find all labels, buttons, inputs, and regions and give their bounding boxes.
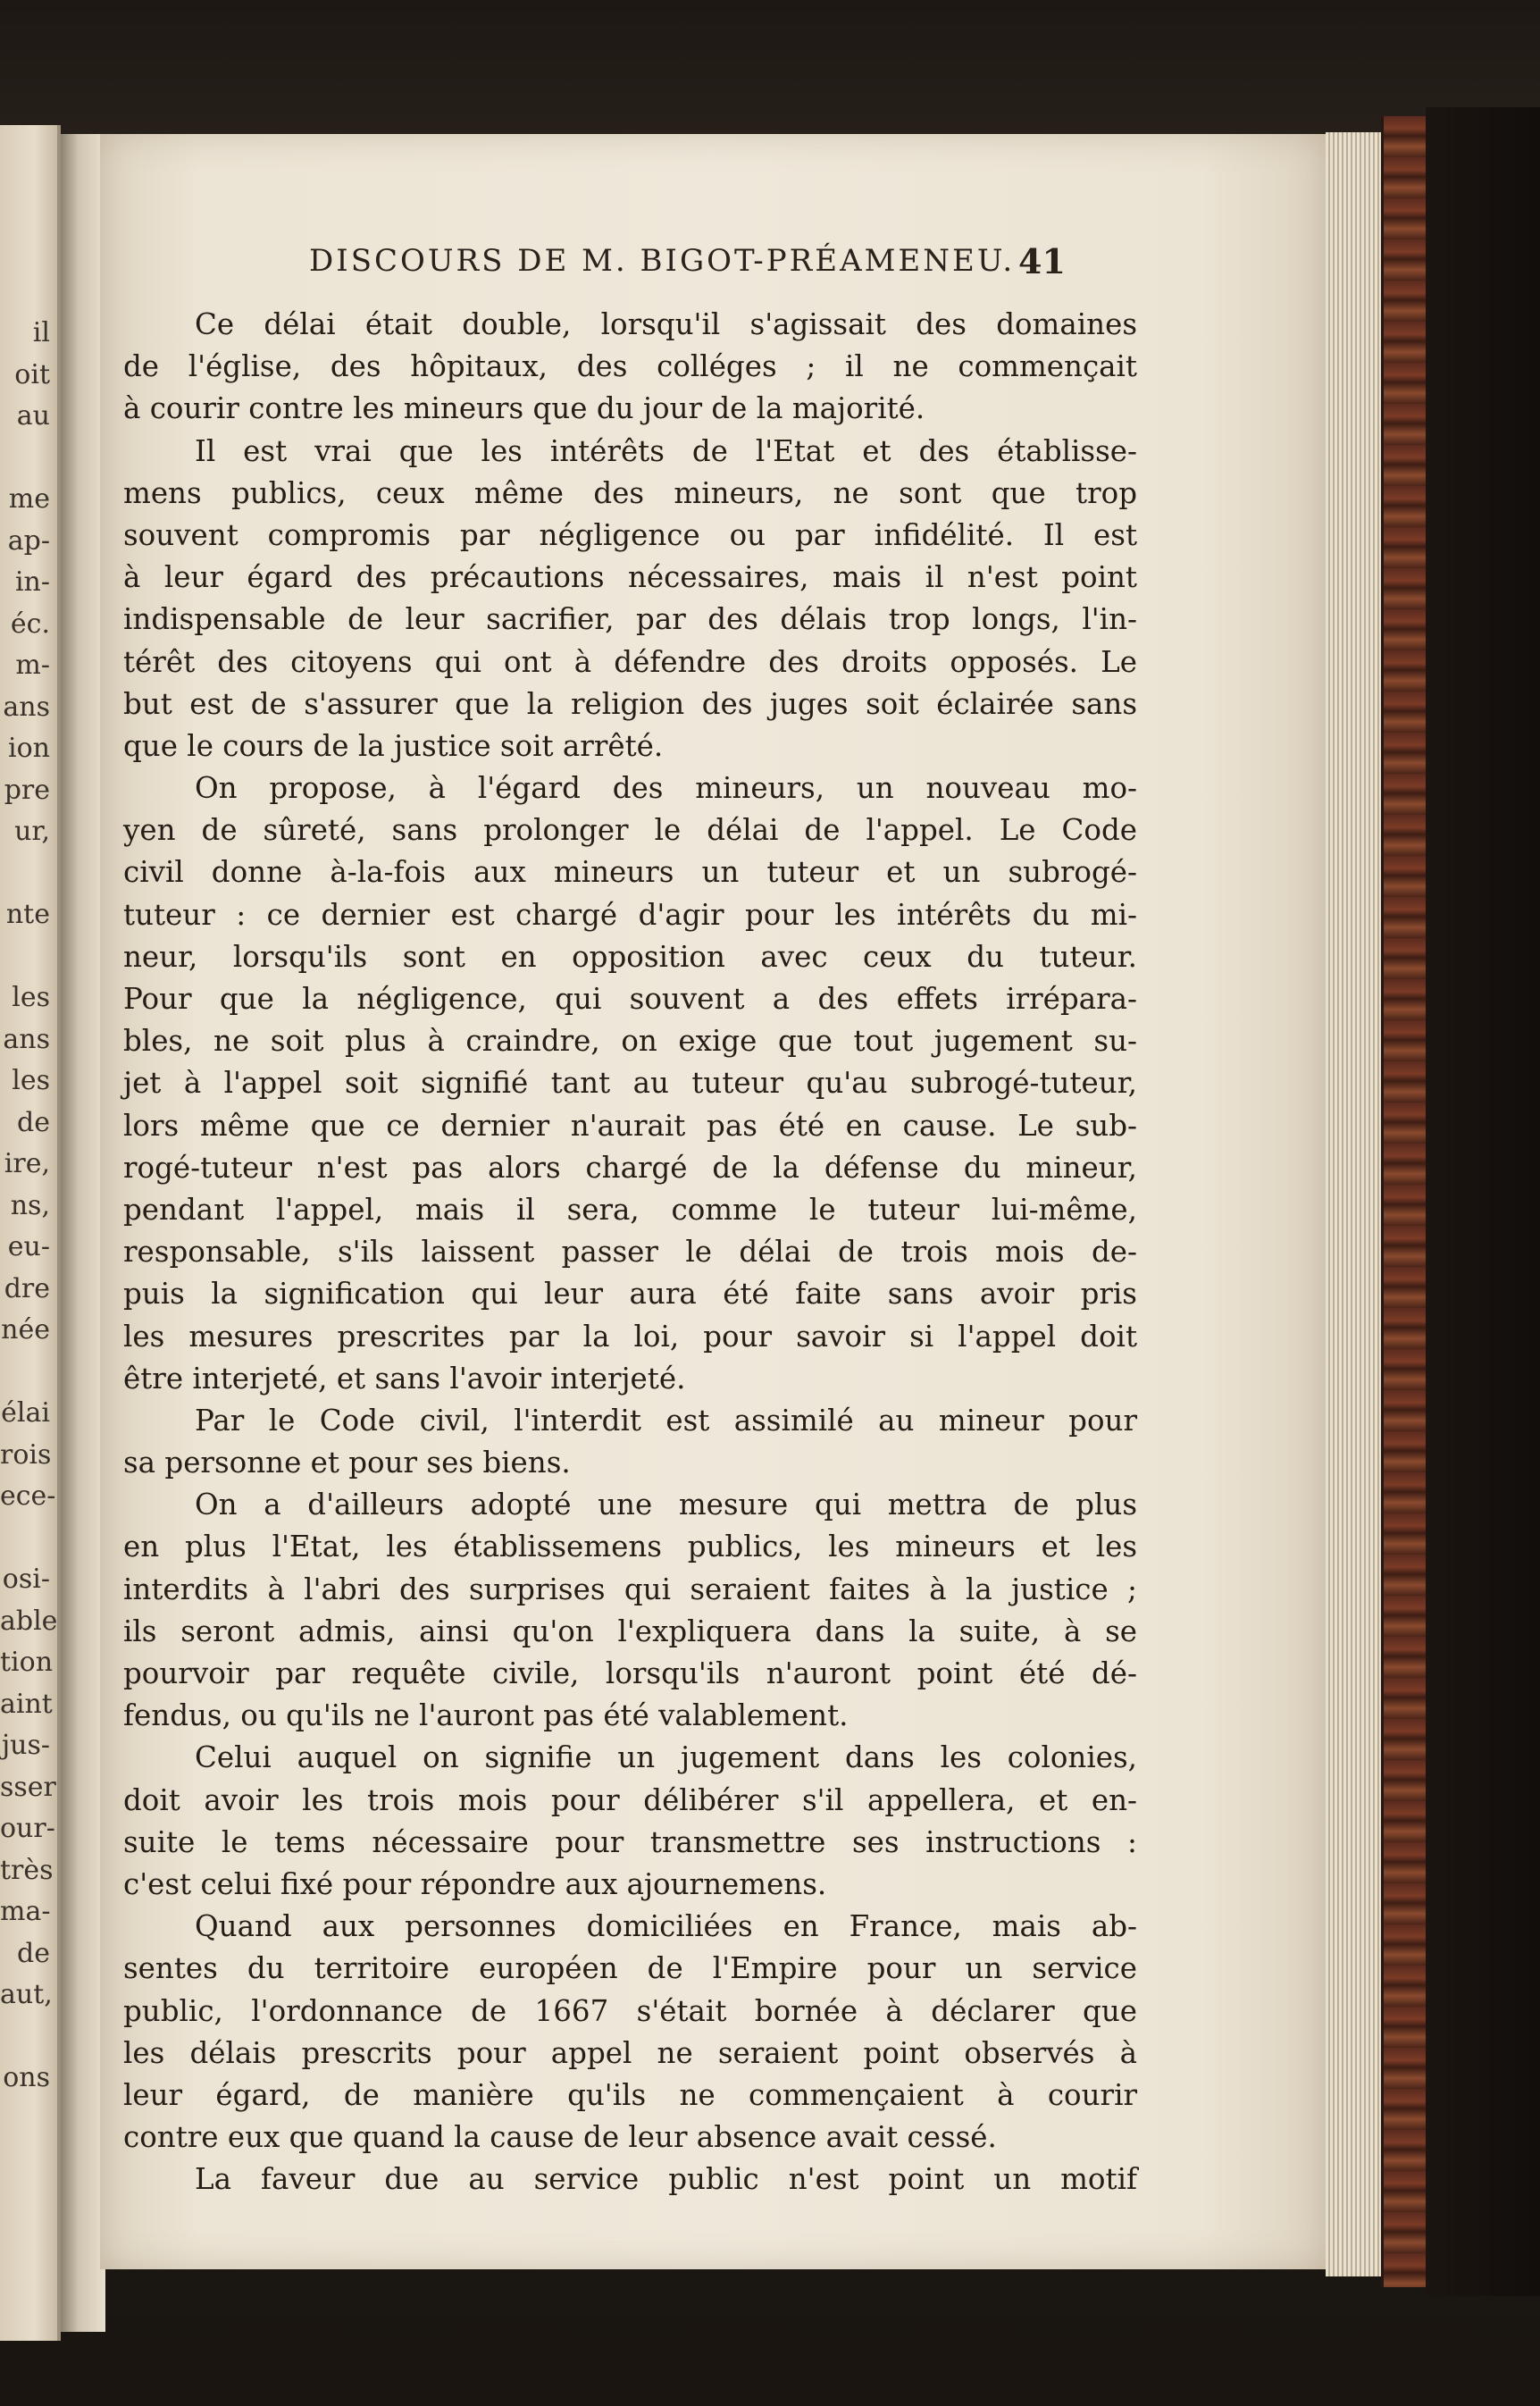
text-line: but est de s'assurer que la religion des juges soit éclairée sans xyxy=(123,686,1137,721)
text-line: sentes du territoire européen de l'Empire pour un service xyxy=(123,1951,1137,1986)
text-line: Quand aux personnes domiciliées en France, mais ab- xyxy=(195,1909,1137,1944)
text-line: ils seront admis, ainsi qu'on l'expliquera dans la suite, à se xyxy=(123,1614,1137,1648)
text-line: puis la signification qui leur aura été faite sans avoir pris xyxy=(123,1277,1137,1312)
facing-page-fragment: ans xyxy=(3,691,50,723)
text-line: Ce délai était double, lorsqu'il s'agissait des domaines xyxy=(195,307,1137,341)
page-gutter xyxy=(61,134,105,2332)
text-line: La faveur due au service public n'est point un motif xyxy=(195,2162,1137,2197)
text-line: que le cours de la justice soit arrêté. xyxy=(123,728,664,763)
facing-page-fragment: me xyxy=(8,483,50,515)
text-line: suite le tems nécessaire pour transmettre ses instructions : xyxy=(123,1824,1137,1859)
facing-page-fragment: m- xyxy=(15,650,50,681)
facing-page-fragment: née xyxy=(1,1314,50,1346)
text-line: souvent compromis par négligence ou par infidélité. Il est xyxy=(123,517,1137,552)
text-line: les mesures prescrites par la loi, pour savoir si l'appel doit xyxy=(123,1319,1137,1354)
text-line: Il est vrai que les intérêts de l'Etat et des établisse- xyxy=(195,433,1137,468)
page-number: 41 xyxy=(1018,241,1066,281)
text-line: térêt des citoyens qui ont à défendre des droits opposés. Le xyxy=(123,644,1137,679)
facing-page-fragment: pre xyxy=(4,774,50,806)
text-line: contre eux que quand la cause de leur absence avait cessé. xyxy=(123,2120,997,2155)
running-header-title: DISCOURS DE M. BIGOT-PRÉAMENEU. xyxy=(309,243,1016,279)
facing-page-fragment: tion xyxy=(0,1647,54,1678)
facing-page-fragment: ans xyxy=(3,1023,50,1055)
text-line: On a d'ailleurs adopté une mesure qui mettra de plus xyxy=(195,1488,1137,1522)
text-line: les délais prescrits pour appel ne seraient point observés à xyxy=(123,2035,1137,2070)
facing-page-fragment: nte xyxy=(5,899,50,930)
facing-page-text-fragments xyxy=(0,313,58,2100)
page-edges xyxy=(1326,132,1381,2276)
facing-page-fragment: our- xyxy=(0,1813,55,1844)
facing-page-fragment: très xyxy=(0,1854,54,1886)
facing-page-fragment: les xyxy=(12,1065,50,1096)
text-line: yen de sûreté, sans prolonger le délai de l'appel. Le Code xyxy=(123,813,1137,848)
text-line: interdits à l'abri des surprises qui seraient faites à la justice ; xyxy=(123,1572,1137,1606)
facing-page-fragment: sser xyxy=(0,1771,56,1803)
facing-page-fragment xyxy=(0,936,50,978)
text-line: On propose, à l'égard des mineurs, un nouveau mo- xyxy=(195,771,1137,806)
text-line: rogé-tuteur n'est pas alors chargé de la défense du mineur, xyxy=(123,1150,1137,1185)
text-line: mens publics, ceux même des mineurs, ne sont que trop xyxy=(123,475,1137,510)
text-line: doit avoir les trois mois pour délibérer s'il appellera, et en- xyxy=(123,1782,1137,1817)
text-line: à leur égard des précautions nécessaires, mais il n'est point xyxy=(123,560,1137,595)
facing-page-fragment: aint xyxy=(0,1688,53,1720)
text-line: leur égard, de manière qu'ils ne commençaient à courir xyxy=(123,2077,1137,2112)
facing-page-fragment: ur, xyxy=(14,816,50,847)
text-line: sa personne et pour ses biens. xyxy=(123,1446,571,1480)
book-cover-edge xyxy=(1381,116,1428,2287)
text-line: fendus, ou qu'ils ne l'auront pas été valablement. xyxy=(123,1698,849,1733)
facing-page-fragment: ece- xyxy=(0,1480,56,1512)
text-line: Par le Code civil, l'interdit est assimilé au mineur pour xyxy=(195,1403,1137,1438)
facing-page-fragment: ma- xyxy=(0,1896,51,1927)
text-line: public, l'ordonnance de 1667 s'était bornée à déclarer que xyxy=(123,1993,1137,2028)
text-line: de l'église, des hôpitaux, des colléges ; il ne commençait xyxy=(123,349,1137,384)
text-line: tuteur : ce dernier est chargé d'agir pour les intérêts du mi- xyxy=(123,897,1137,932)
facing-page-fragment: ire, xyxy=(4,1148,50,1179)
facing-page-fragment: au xyxy=(16,400,50,432)
facing-page-fragment: les xyxy=(12,982,50,1013)
facing-page-fragment: élai xyxy=(1,1397,50,1429)
facing-page-fragment: ap- xyxy=(7,524,50,557)
text-line: être interjeté, et sans l'avoir interjeté. xyxy=(123,1361,686,1396)
facing-page-fragment: de xyxy=(17,1106,50,1138)
facing-page-fragment: ons xyxy=(3,2062,50,2093)
facing-page-fragment: in- xyxy=(14,566,50,598)
facing-page-fragment: eu- xyxy=(7,1231,50,1262)
facing-page-fragment: ns, xyxy=(10,1189,50,1221)
text-line: pourvoir par requête civile, lorsqu'ils n'auront point été dé- xyxy=(123,1656,1137,1690)
facing-page-fragment: able xyxy=(0,1605,58,1637)
text-line: neur, lorsqu'ils sont en opposition avec ceux du tuteur. xyxy=(123,939,1137,974)
facing-page-fragment: oit xyxy=(14,358,50,390)
facing-page-fragment xyxy=(0,1352,50,1394)
facing-page-fragment: osi- xyxy=(2,1563,50,1595)
facing-page-fragment xyxy=(0,438,50,480)
text-line: lors même que ce dernier n'aurait pas été en cause. Le sub- xyxy=(123,1108,1137,1143)
facing-page-fragment: ion xyxy=(8,733,50,764)
text-line: indispensable de leur sacrifier, par des délais trop longs, l'in- xyxy=(123,602,1137,637)
facing-page-fragment xyxy=(0,853,50,895)
facing-page-fragment: il xyxy=(32,317,50,348)
text-line: c'est celui fixé pour répondre aux ajournemens. xyxy=(123,1866,827,1901)
text-line: en plus l'Etat, les établissemens publics, les mineurs et les xyxy=(123,1530,1137,1564)
text-line: pendant l'appel, mais il sera, comme le tuteur lui-même, xyxy=(123,1192,1137,1227)
facing-page-fragment: de xyxy=(17,1937,50,1969)
body-text xyxy=(123,304,1137,2201)
facing-page-fragment: rois xyxy=(0,1438,52,1471)
facing-page-fragment: dre xyxy=(4,1272,50,1304)
text-line: jet à l'appel soit signifié tant au tuteur qu'au subrogé-tuteur, xyxy=(123,1066,1137,1101)
facing-page-fragment xyxy=(0,2016,50,2058)
facing-page-fragment: éc. xyxy=(10,608,50,640)
text-line: à courir contre les mineurs que du jour de la majorité. xyxy=(123,391,925,426)
facing-page-fragment: aut, xyxy=(0,1979,53,2010)
text-line: bles, ne soit plus à craindre, on exige que tout jugement su- xyxy=(123,1024,1137,1059)
facing-page xyxy=(0,125,61,2341)
text-line: civil donne à-la-fois aux mineurs un tuteur et un subrogé- xyxy=(123,855,1137,890)
text-line: responsable, s'ils laissent passer le délai de trois mois de- xyxy=(123,1235,1137,1270)
background-shadow xyxy=(1426,107,1540,2296)
facing-page-fragment: jus- xyxy=(1,1730,50,1761)
facing-page-fragment xyxy=(0,1518,50,1560)
text-line: Pour que la négligence, qui souvent a des effets irrépara- xyxy=(123,982,1137,1016)
running-header xyxy=(277,243,1295,288)
text-line: Celui auquel on signifie un jugement dans les colonies, xyxy=(195,1740,1137,1775)
